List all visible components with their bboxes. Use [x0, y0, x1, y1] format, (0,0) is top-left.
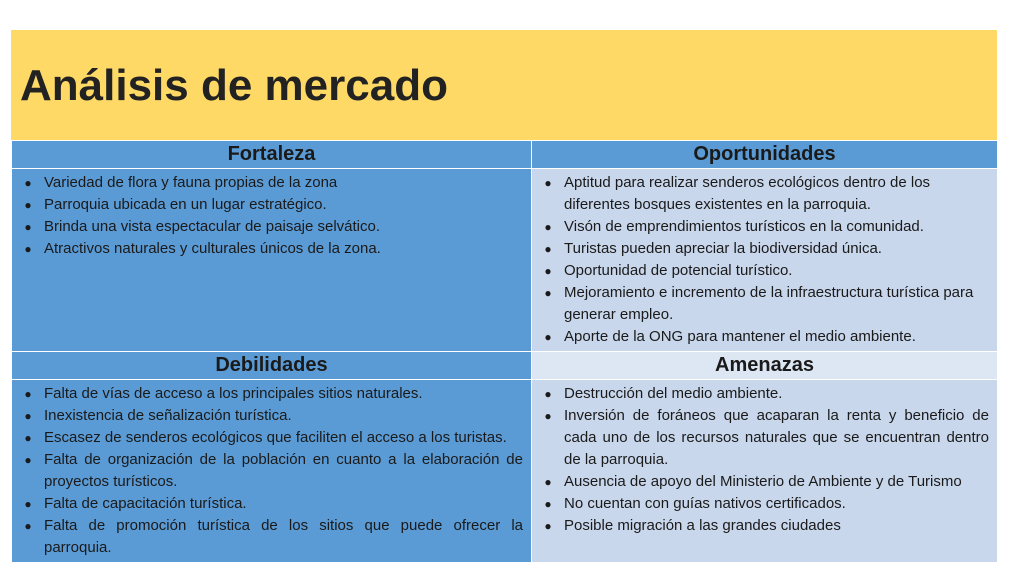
list-item-text: Parroquia ubicada en un lugar estratégico. — [44, 196, 327, 213]
bullet-dot-icon: ● — [544, 264, 552, 278]
list-item — [16, 449, 523, 493]
bullet-dot-icon: ● — [544, 519, 552, 533]
weaknesses-cell — [12, 380, 532, 563]
list-item-text: Variedad de flora y fauna propias de la zona — [44, 174, 338, 191]
bullet-dot-icon: ● — [544, 176, 552, 190]
list-item-text: Destrucción del medio ambiente. — [564, 385, 783, 402]
swot-table — [11, 140, 998, 563]
bullet-dot-icon: ● — [544, 286, 552, 300]
list-item — [536, 238, 989, 260]
bullet-dot-icon: ● — [24, 220, 32, 234]
weaknesses-header: Debilidades — [12, 352, 532, 380]
list-item — [16, 383, 523, 405]
threats-list — [532, 380, 997, 540]
content-row-top — [12, 169, 998, 352]
bullet-dot-icon: ● — [24, 387, 32, 401]
list-item-text: No cuentan con guías nativos certificados. — [564, 495, 846, 512]
list-item-text: Escasez de senderos ecológicos que faciliten el acceso a los turistas. — [44, 429, 507, 446]
list-item-text: Oportunidad de potencial turístico. — [564, 262, 793, 279]
list-item-text: Inversión de foráneos que acaparan la renta y beneficio de cada uno de los recursos naturales que se encuentran dentro de la parroquia. — [564, 407, 989, 468]
list-item — [16, 493, 523, 515]
opportunities-header: Oportunidades — [532, 141, 998, 169]
list-item — [536, 326, 989, 348]
threats-header: Amenazas — [532, 352, 998, 380]
bullet-dot-icon: ● — [24, 453, 32, 467]
bullet-dot-icon: ● — [24, 431, 32, 445]
list-item-text: Brinda una vista espectacular de paisaje selvático. — [44, 218, 381, 235]
list-item — [16, 515, 523, 559]
bullet-dot-icon: ● — [544, 497, 552, 511]
list-item — [536, 405, 989, 471]
list-item — [536, 471, 989, 493]
strengths-list — [12, 169, 531, 263]
list-item — [536, 493, 989, 515]
list-item — [16, 216, 523, 238]
bullet-dot-icon: ● — [544, 475, 552, 489]
bullet-dot-icon: ● — [544, 242, 552, 256]
strengths-cell — [12, 169, 532, 352]
bullet-dot-icon: ● — [544, 330, 552, 344]
list-item — [536, 172, 989, 216]
list-item — [16, 427, 523, 449]
header-row-top — [12, 141, 998, 169]
list-item — [536, 383, 989, 405]
bullet-dot-icon: ● — [24, 176, 32, 190]
slide-title: Análisis de mercado — [20, 61, 448, 110]
weaknesses-list — [12, 380, 531, 562]
list-item-text: Ausencia de apoyo del Ministerio de Ambiente y de Turismo — [564, 473, 962, 490]
bullet-dot-icon: ● — [544, 220, 552, 234]
list-item — [536, 515, 989, 537]
opportunities-list — [532, 169, 997, 351]
list-item-text: Posible migración a las grandes ciudades — [564, 517, 841, 534]
bullet-dot-icon: ● — [24, 242, 32, 256]
bullet-dot-icon: ● — [24, 497, 32, 511]
list-item-text: Visón de emprendimientos turísticos en la comunidad. — [564, 218, 924, 235]
header-row-bottom — [12, 352, 998, 380]
list-item-text: Mejoramiento e incremento de la infraestructura turística para generar empleo. — [564, 284, 974, 323]
threats-cell — [532, 380, 998, 563]
list-item — [16, 172, 523, 194]
list-item — [16, 194, 523, 216]
list-item-text: Falta de capacitación turística. — [44, 495, 247, 512]
list-item — [536, 260, 989, 282]
bullet-dot-icon: ● — [544, 387, 552, 401]
list-item-text: Aporte de la ONG para mantener el medio ambiente. — [564, 328, 916, 345]
bullet-dot-icon: ● — [24, 198, 32, 212]
list-item-text: Falta de promoción turística de los sitios que puede ofrecer la parroquia. — [44, 517, 523, 556]
strengths-header: Fortaleza — [12, 141, 532, 169]
content-row-bottom — [12, 380, 998, 563]
list-item — [16, 405, 523, 427]
list-item-text: Turistas pueden apreciar la biodiversidad única. — [564, 240, 882, 257]
bullet-dot-icon: ● — [544, 409, 552, 423]
opportunities-cell — [532, 169, 998, 352]
list-item-text: Falta de organización de la población en cuanto a la elaboración de proyectos turísticos. — [44, 451, 523, 490]
list-item — [536, 216, 989, 238]
list-item — [536, 282, 989, 326]
list-item — [16, 238, 523, 260]
bullet-dot-icon: ● — [24, 519, 32, 533]
list-item-text: Inexistencia de señalización turística. — [44, 407, 292, 424]
bullet-dot-icon: ● — [24, 409, 32, 423]
list-item-text: Atractivos naturales y culturales únicos de la zona. — [44, 240, 381, 257]
list-item-text: Falta de vías de acceso a los principales sitios naturales. — [44, 385, 423, 402]
list-item-text: Aptitud para realizar senderos ecológicos dentro de los diferentes bosques existentes en la parroquia. — [564, 174, 931, 213]
